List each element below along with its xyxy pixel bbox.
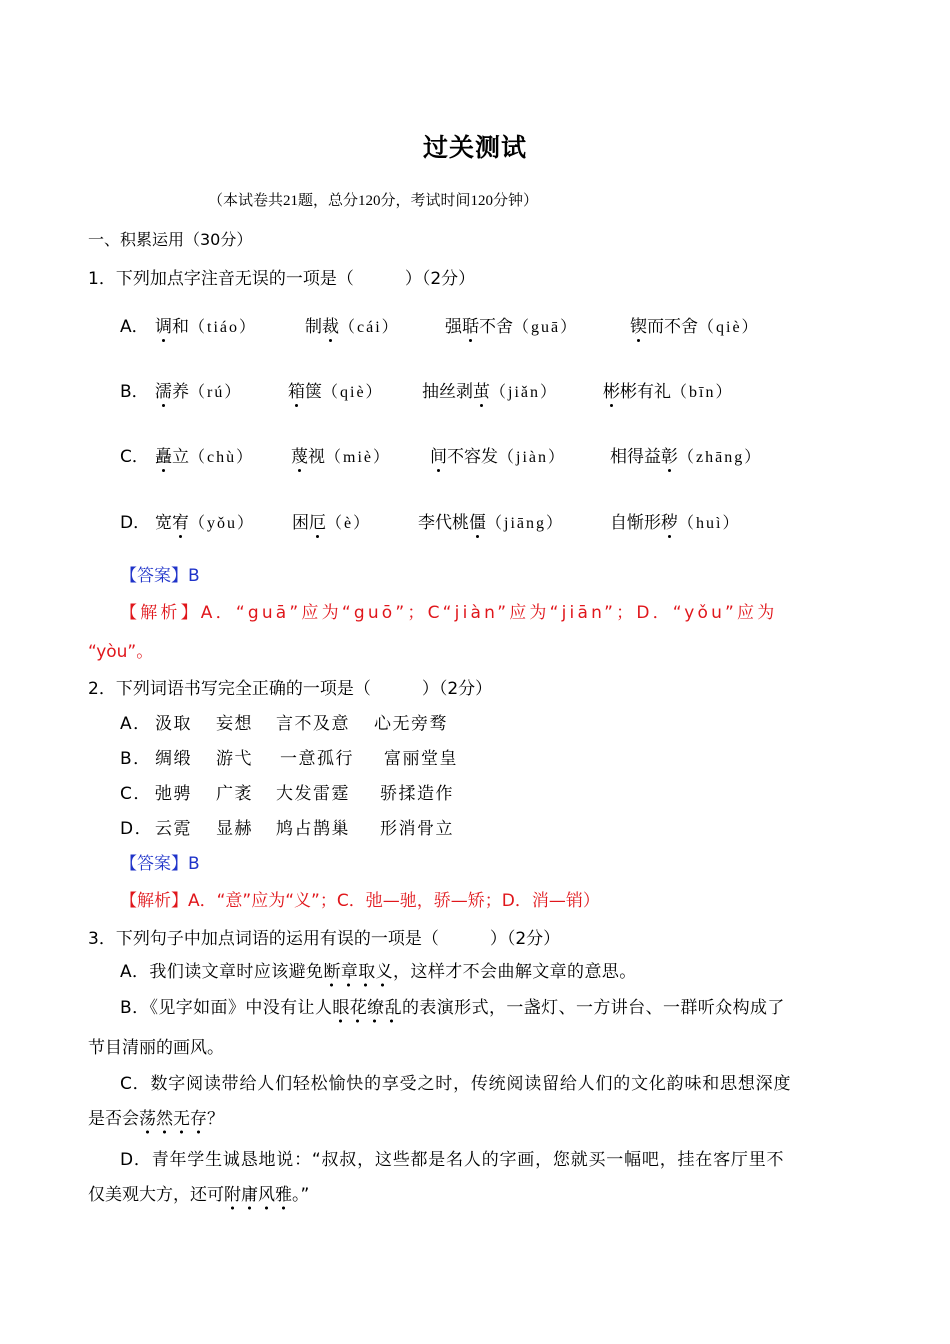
question-2-option-word: 大发雷霆 — [276, 784, 350, 804]
question-2-option-word: 言不及意 — [276, 714, 350, 734]
question-3-stem: 3．下列句子中加点词语的运用有误的一项是（ ）（2分） — [88, 929, 561, 949]
question-1-option-item: 间不容发（jiàn） — [430, 442, 566, 467]
question-2-option-word: 妄想 — [216, 714, 253, 734]
question-1-option-item: 蔑视（miè） — [291, 442, 391, 467]
question-1-option-item: 相得益彰（zhāng） — [610, 442, 762, 467]
question-2-option-word: 显赫 — [216, 819, 253, 839]
question-1-option-item: 抽丝剥茧（jiǎn） — [422, 377, 558, 402]
question-1-option-item: 矗立（chù） — [155, 442, 254, 467]
question-1-option-label: C． — [120, 447, 149, 467]
question-1-explanation-cont: “yòu”。 — [88, 642, 154, 662]
question-1-option-item: 调和（tiáo） — [155, 312, 257, 337]
question-3-option-d-cont: 仅美观大方，还可附庸风雅。” — [88, 1180, 309, 1205]
emphasized-phrase: 断章取义 — [323, 962, 393, 988]
question-2-option-word: 游弋 — [216, 749, 253, 769]
question-3-option-b: B．《见字如面》中没有让人眼花缭乱的表演形式，一盏灯、一方讲台、一群听众构成了 — [120, 993, 785, 1018]
question-1-option-item: 强聒不舍（guā） — [445, 312, 578, 337]
question-2-answer: 【答案】B — [120, 854, 200, 874]
question-1-option-item: 李代桃僵（jiāng） — [418, 508, 564, 533]
question-1-option-item: 濡养（rú） — [155, 377, 242, 402]
emphasized-phrase: 眼花缭乱 — [332, 998, 402, 1024]
question-1-option-label: B． — [120, 382, 149, 402]
question-2-option-word: 鸠占鹊巢 — [276, 819, 350, 839]
question-1-option-label: A． — [120, 317, 149, 337]
question-1-option-item: 彬彬有礼（bīn） — [603, 377, 733, 402]
question-1-stem: 1．下列加点字注音无误的一项是（ ）（2分） — [88, 269, 476, 289]
question-1-answer: 【答案】B — [120, 566, 200, 586]
question-2-option-label: C． — [120, 784, 152, 804]
question-2-option-word: 一意孤行 — [280, 749, 354, 769]
question-2-option-word: 富丽堂皇 — [384, 749, 458, 769]
question-2-option-word: 心无旁骛 — [374, 714, 448, 734]
question-2-option-label: A． — [120, 714, 152, 734]
question-2-option-word: 形消骨立 — [380, 819, 454, 839]
question-1-option-item: 锲而不舍（qiè） — [630, 312, 760, 337]
question-1-option-item: 自惭形秽（huì） — [610, 508, 740, 533]
page-title: 过关测试 — [422, 133, 527, 162]
question-3-option-a: A．我们读文章时应该避免断章取义，这样才不会曲解文章的意思。 — [120, 957, 637, 982]
question-2-explanation: 【解析】A．“意”应为“义”；C．弛—驰，骄—矫；D．消—销） — [120, 891, 600, 911]
question-2-option-word: 广袤 — [216, 784, 253, 804]
exam-info: （本试卷共21题，总分120分，考试时间120分钟） — [208, 193, 539, 209]
question-3-option-c-cont: 是否会荡然无存？ — [88, 1104, 224, 1129]
question-2-option-word: 骄揉造作 — [380, 784, 454, 804]
question-3-option-c: C．数字阅读带给人们轻松愉快的享受之时，传统阅读留给人们的文化韵味和思想深度 — [120, 1074, 792, 1094]
question-1-option-item: 箱箧（qiè） — [288, 377, 384, 402]
question-1-explanation: 【解析】A．“guā”应为“guō”；C“jiàn”应为“jiān”；D．“yǒu”应为 — [120, 603, 778, 623]
question-1-option-item: 困厄（è） — [292, 508, 371, 533]
question-1-option-item: 制裁（cái） — [305, 312, 400, 337]
question-3-option-b-cont: 节目清丽的画风。 — [88, 1038, 224, 1058]
question-1-option-label: D． — [120, 513, 151, 533]
emphasized-phrase: 荡然无存 — [139, 1109, 207, 1135]
question-2-option-label: D． — [120, 819, 154, 839]
question-3-option-d: D．青年学生诚恳地说：“叔叔，这些都是名人的字画，您就买一幅吧，挂在客厅里不 — [120, 1150, 785, 1170]
question-2-option-label: B． — [120, 749, 152, 769]
question-2-stem: 2．下列词语书写完全正确的一项是（ ）（2分） — [88, 679, 493, 699]
section-heading: 一、积累运用（30分） — [88, 230, 253, 249]
question-2-option-word: 汲取 — [155, 714, 192, 734]
emphasized-phrase: 附庸风雅 — [224, 1185, 292, 1211]
question-2-option-word: 绸缎 — [155, 749, 192, 769]
question-2-option-word: 弛骋 — [155, 784, 192, 804]
question-2-option-word: 云霓 — [155, 819, 192, 839]
question-1-option-item: 宽宥（yǒu） — [155, 508, 255, 533]
